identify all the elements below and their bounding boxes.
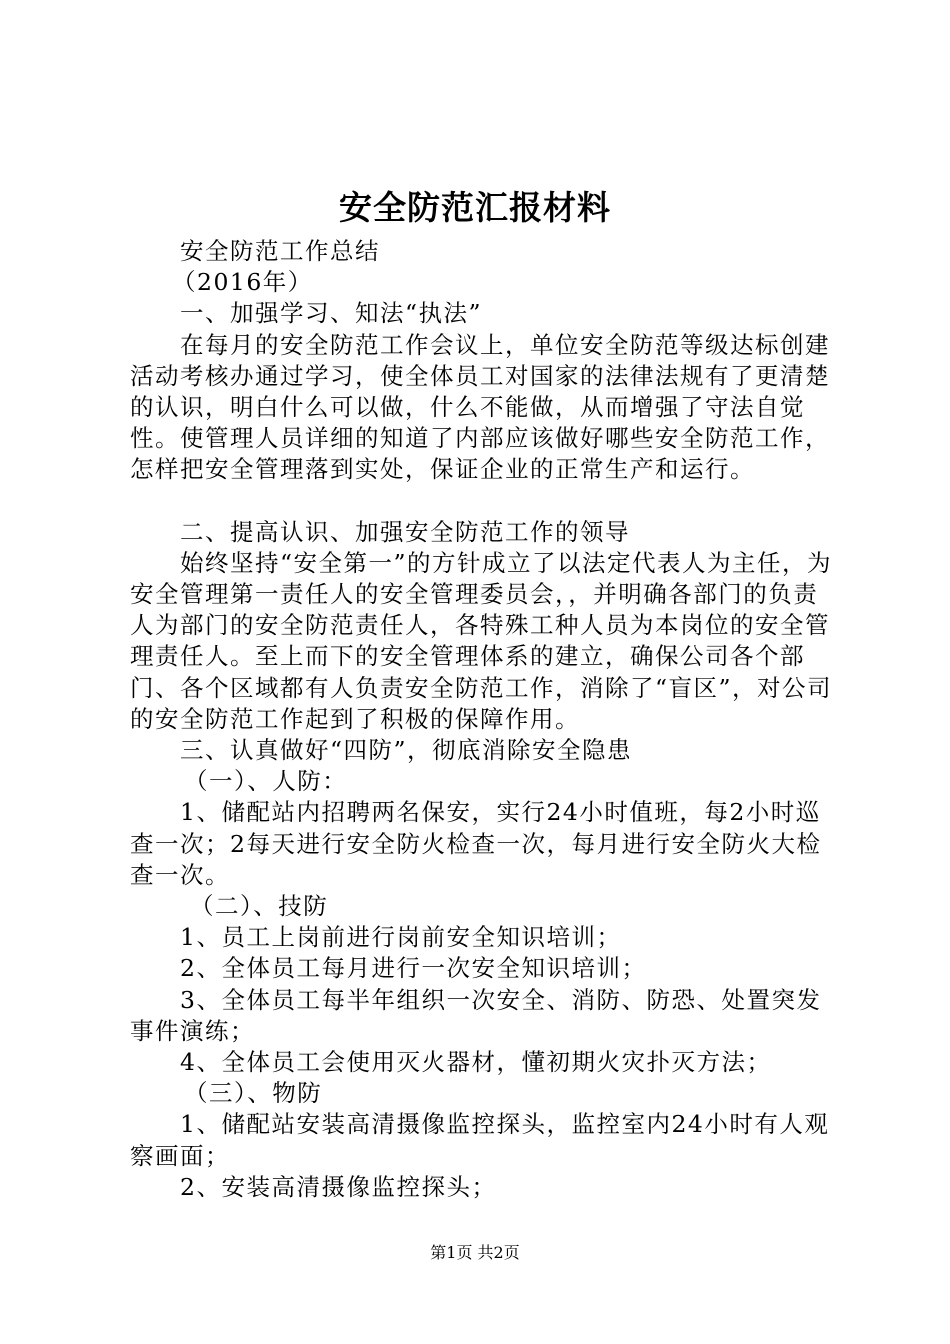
document-body [130,236,840,1203]
list-item: 2、安装高清摄像监控探头； [180,1172,497,1201]
list-item: 3、全体员工每半年组织一次安全、消防、防恐、处置突发事件演练； [130,985,822,1045]
subtitle: 安全防范工作总结 [180,237,380,265]
subsection-heading: （二）、技防 [190,892,329,921]
page-footer: 第1页 共2页 [430,1243,520,1262]
paragraph-spacer [130,486,840,517]
paragraph: 在每月的安全防范工作会议上，单位安全防范等级达标创建活动考核办通过学习，使全体员工对国家的法律法规有了更清楚的认识，明白什么可以做，什么不能做，从而增强了守法自觉性。使管理人员详细的知道了内部应该做好哪些安全防范工作，怎样把安全管理落到实处，保证企业的正常生产和运行。 [130,330,830,484]
list-item: 1、员工上岗前进行岗前安全知识培训； [180,923,622,952]
list-item: 1、储配站安装高清摄像监控探头，监控室内24小时有人观察画面； [130,1110,830,1170]
year-line: （2016年） [172,268,313,297]
list-item: 4、全体员工会使用灭火器材，懂初期火灾扑灭方法； [180,1048,772,1077]
document-title: 安全防范汇报材料 [339,188,611,227]
section-heading: 一、加强学习、知法“执法” [180,299,483,328]
list-item: 2、全体员工每月进行一次安全知识培训； [180,954,647,983]
subsection-heading: （三）、物防 [184,1079,323,1108]
section-heading: 二、提高认识、加强安全防范工作的领导 [180,517,630,546]
paragraph: 始终坚持“安全第一”的方针成立了以法定代表人为主任，为安全管理第一责任人的安全管理委员会，，并明确各部门的负责人为部门的安全防范责任人，各特殊工种人员为本岗位的安全管理责任人。至上而下的安全管理体系的建立，确保公司各个部门、各个区域都有人负责安全防范工作，消除了“盲区”，对公司的安全防范工作起到了积极的保障作用。 [130,548,833,733]
list-item: 1、储配站内招聘两名保安，实行24小时值班，每2小时巡查一次；2每天进行安全防火检查一次，每月进行安全防火大检查一次。 [130,798,822,889]
section-heading: 三、认真做好“四防”，彻底消除安全隐患 [180,736,633,765]
subsection-heading: （一）、人防： [184,767,348,796]
